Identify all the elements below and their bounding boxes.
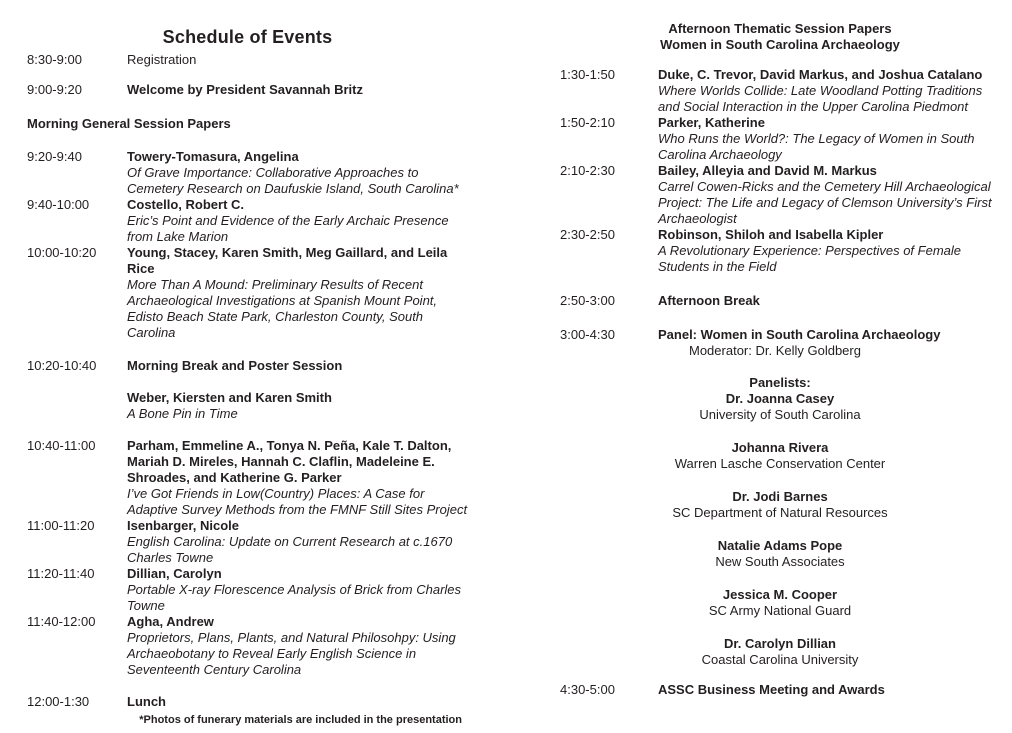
row-content xyxy=(658,227,1000,275)
speaker-name: Towery-Tomasura, Angelina xyxy=(127,149,299,164)
paper-title: Of Grave Importance: Collaborative Approaches to Cemetery Research on Daufuskie Island, South Carolina* xyxy=(127,165,459,196)
schedule-row-bailey xyxy=(560,163,1000,227)
time-label: 1:50-2:10 xyxy=(560,115,615,130)
paper-title: Carrel Cowen-Ricks and the Cemetery Hill Archaeological Project: The Life and Legacy of Clemson University’s First Archaeologist xyxy=(658,179,992,226)
schedule-row-registration xyxy=(27,52,468,68)
event-name: Panel: Women in South Carolina Archaeology xyxy=(658,327,941,342)
schedule-row-dillian xyxy=(27,566,468,614)
paper-title: A Revolutionary Experience: Perspectives of Female Students in the Field xyxy=(658,243,961,274)
time-label: 11:20-11:40 xyxy=(27,566,95,581)
panelist-affiliation: SC Army National Guard xyxy=(708,603,852,618)
time-label: 2:10-2:30 xyxy=(560,163,615,178)
row-content xyxy=(658,163,1000,227)
panelist-name: Dr. Joanna Casey xyxy=(725,391,835,406)
time-label: 3:00-4:30 xyxy=(560,327,615,342)
row-content xyxy=(127,52,468,68)
schedule-row-panel xyxy=(560,327,1000,359)
panelist-affiliation: SC Department of Natural Resources xyxy=(672,505,888,520)
paper-title: Where Worlds Collide: Late Woodland Potting Traditions and Social Interaction in the Upper Carolina Piedmont xyxy=(658,83,983,114)
footnote: *Photos of funerary materials are included in the presentation xyxy=(139,714,462,726)
row-content xyxy=(127,566,468,614)
paper-title: Portable X-ray Florescence Analysis of Brick from Charles Towne xyxy=(127,582,462,613)
event-name: Afternoon Break xyxy=(658,293,760,308)
header-line-1: Afternoon Thematic Session Papers xyxy=(668,21,892,36)
schedule-row-weber-poster xyxy=(27,390,468,422)
schedule-row-young xyxy=(27,245,468,341)
paper-title: More Than A Mound: Preliminary Results of Recent Archaeological Investigations at Spanish Mount Point, Edisto Beach State Park, Charleston County, South Carolina xyxy=(127,277,438,340)
schedule-row-welcome xyxy=(27,82,468,98)
row-content xyxy=(127,438,468,518)
speaker-name: Parker, Katherine xyxy=(658,115,765,130)
paper-title: I’ve Got Friends in Low(Country) Places: A Case for Adaptive Survey Methods from the FMNF Still Sites Project xyxy=(127,486,468,517)
panelist-affiliation: University of South Carolina xyxy=(699,407,861,422)
page-title: Schedule of Events xyxy=(162,27,333,47)
row-content xyxy=(127,245,468,341)
time-label: 8:30-9:00 xyxy=(27,52,82,67)
panelist-pope xyxy=(560,538,1000,570)
speaker-name: Weber, Kiersten and Karen Smith xyxy=(127,390,332,405)
schedule-row-duke xyxy=(560,67,1000,115)
panelist-affiliation: Coastal Carolina University xyxy=(701,652,859,667)
panelist-casey xyxy=(560,391,1000,423)
row-content xyxy=(127,518,468,566)
row-content xyxy=(127,82,468,98)
schedule-row-towery xyxy=(27,149,468,197)
time-label: 12:00-1:30 xyxy=(27,694,90,709)
paper-title: A Bone Pin in Time xyxy=(127,406,238,421)
paper-title: Eric’s Point and Evidence of the Early Archaic Presence from Lake Marion xyxy=(127,213,449,244)
event-name: Welcome by President Savannah Britz xyxy=(127,82,363,97)
afternoon-session-header xyxy=(560,21,1000,53)
speaker-name: Isenbarger, Nicole xyxy=(127,518,239,533)
schedule-row-parham xyxy=(27,438,468,518)
event-name: Lunch xyxy=(127,694,166,709)
panelist-dillian xyxy=(560,636,1000,668)
row-content xyxy=(658,293,1000,309)
speaker-name: Costello, Robert C. xyxy=(127,197,245,212)
schedule-row-lunch xyxy=(27,694,468,710)
section-heading-morning: Morning General Session Papers xyxy=(27,116,231,131)
moderator-line: Moderator: Dr. Kelly Goldberg xyxy=(689,343,861,358)
row-content xyxy=(658,682,1000,698)
left-column xyxy=(27,0,468,727)
row-content xyxy=(658,67,1000,115)
speaker-name: Dillian, Carolyn xyxy=(127,566,222,581)
panelist-name: Johanna Rivera xyxy=(731,440,829,455)
schedule-row-parker xyxy=(560,115,1000,163)
time-label: 10:40-11:00 xyxy=(27,438,96,453)
panelist-name: Dr. Carolyn Dillian xyxy=(724,636,836,651)
speaker-name: Agha, Andrew xyxy=(127,614,214,629)
time-label: 9:00-9:20 xyxy=(27,82,82,97)
row-content xyxy=(127,197,468,245)
schedule-row-isenbarger xyxy=(27,518,468,566)
paper-title: Who Runs the World?: The Legacy of Women in South Carolina Archaeology xyxy=(658,131,975,162)
time-label: 2:50-3:00 xyxy=(560,293,615,308)
time-label: 1:30-1:50 xyxy=(560,67,615,82)
paper-title: Proprietors, Plans, Plants, and Natural Philosohpy: Using Archaeobotany to Reveal Early English Science in Seventeenth Century Carolina xyxy=(127,630,456,677)
row-content xyxy=(658,327,1000,359)
panelist-name: Jessica M. Cooper xyxy=(722,587,838,602)
time-label: 11:40-12:00 xyxy=(27,614,96,629)
schedule-row-costello xyxy=(27,197,468,245)
row-content xyxy=(127,358,468,374)
schedule-row-business-meeting xyxy=(560,682,1000,698)
speaker-name: Parham, Emmeline A., Tonya N. Peña, Kale T. Dalton, Mariah D. Mireles, Hannah C. Claflin, Madeleine E. Shroades, and Katherine G. Parker xyxy=(127,438,452,485)
panelist-rivera xyxy=(560,440,1000,472)
time-label: 4:30-5:00 xyxy=(560,682,615,697)
panelist-name: Dr. Jodi Barnes xyxy=(732,489,828,504)
event-name: Morning Break and Poster Session xyxy=(127,358,343,373)
speaker-name: Young, Stacey, Karen Smith, Meg Gaillard, and Leila Rice xyxy=(127,245,448,276)
time-label: 2:30-2:50 xyxy=(560,227,615,242)
speaker-name: Bailey, Alleyia and David M. Markus xyxy=(658,163,877,178)
panelists-label: Panelists: xyxy=(749,375,811,390)
row-content xyxy=(127,614,468,678)
row-content xyxy=(127,149,468,197)
schedule-row-afternoon-break xyxy=(560,293,1000,309)
schedule-row-robinson xyxy=(560,227,1000,275)
time-label: 10:00-10:20 xyxy=(27,245,97,260)
schedule-row-morning-break xyxy=(27,358,468,374)
row-content xyxy=(127,390,468,422)
speaker-name: Duke, C. Trevor, David Markus, and Joshua Catalano xyxy=(658,67,983,82)
row-content xyxy=(127,694,468,710)
time-label: 11:00-11:20 xyxy=(27,518,95,533)
panelist-cooper xyxy=(560,587,1000,619)
time-label: 10:20-10:40 xyxy=(27,358,97,373)
event-name: ASSC Business Meeting and Awards xyxy=(658,682,885,697)
panelist-barnes xyxy=(560,489,1000,521)
right-column xyxy=(560,0,1000,698)
event-name: Registration xyxy=(127,52,197,67)
panelist-affiliation: New South Associates xyxy=(715,554,845,569)
row-content xyxy=(658,115,1000,163)
time-label: 9:40-10:00 xyxy=(27,197,90,212)
schedule-row-agha xyxy=(27,614,468,678)
header-line-2: Women in South Carolina Archaeology xyxy=(660,37,900,52)
time-label: 9:20-9:40 xyxy=(27,149,82,164)
paper-title: English Carolina: Update on Current Research at c.1670 Charles Towne xyxy=(127,534,453,565)
panelist-name: Natalie Adams Pope xyxy=(717,538,843,553)
speaker-name: Robinson, Shiloh and Isabella Kipler xyxy=(658,227,884,242)
panelist-affiliation: Warren Lasche Conservation Center xyxy=(674,456,886,471)
